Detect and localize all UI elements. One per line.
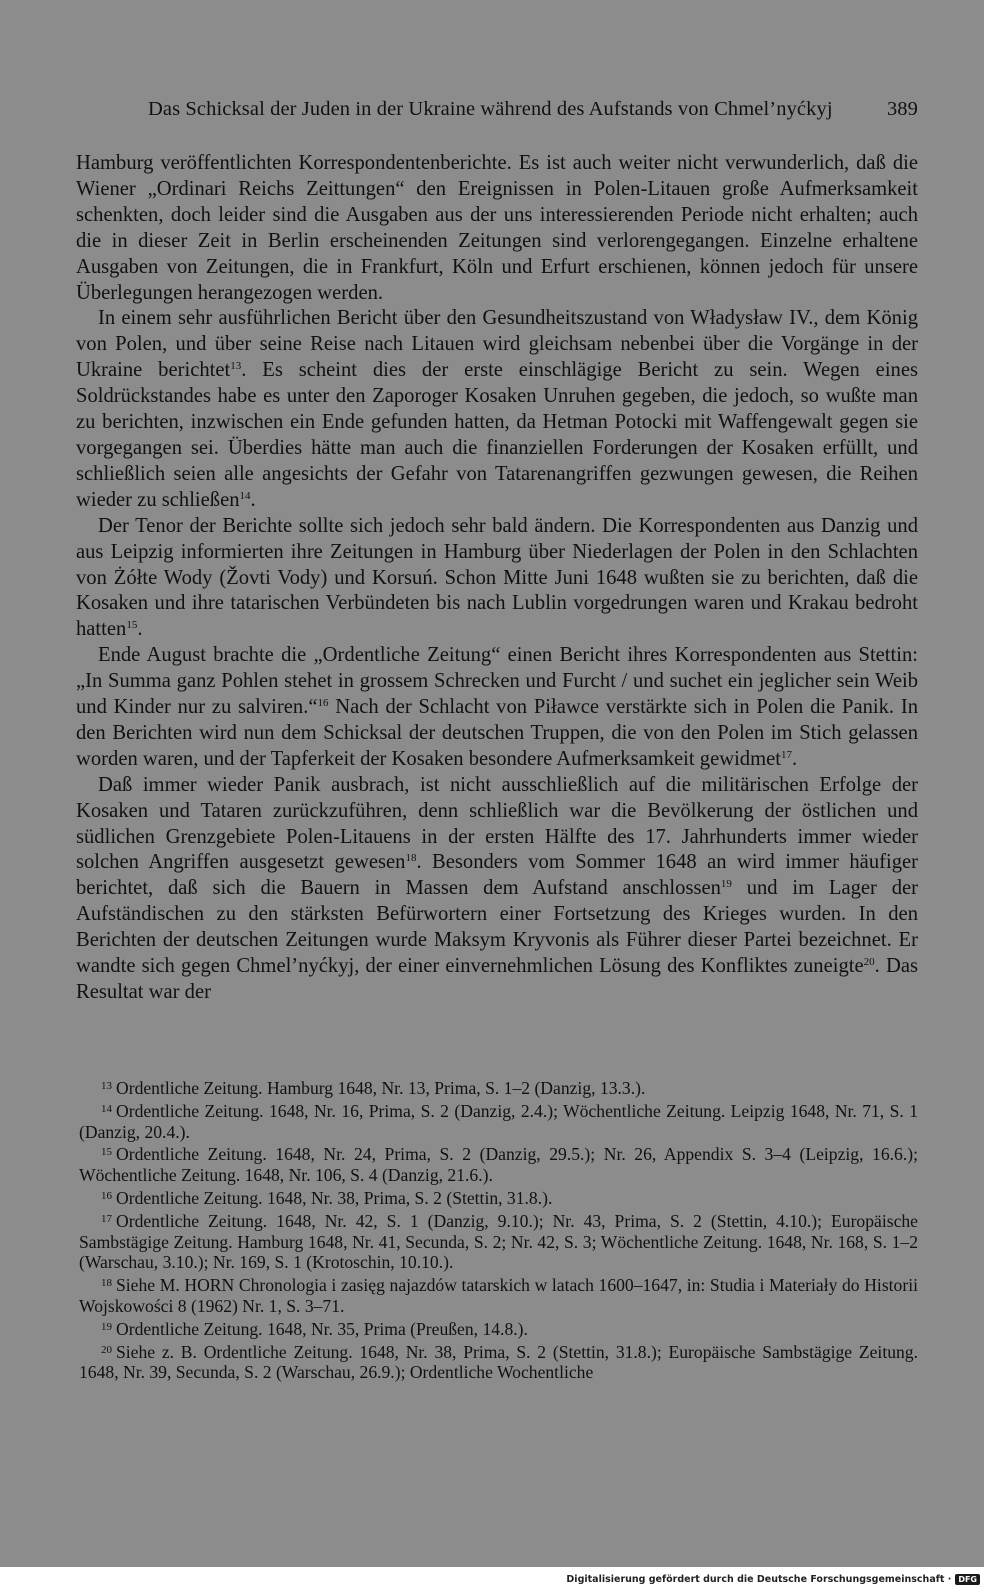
footnote-reference[interactable]: 14 (239, 489, 251, 502)
credit-text: Digitalisierung gefördert durch die Deutsche Forschungsgemeinschaft · (566, 1574, 952, 1585)
footnote (79, 1186, 918, 1209)
footnote-number: 15 (101, 1146, 112, 1159)
footnote-number: 18 (101, 1277, 112, 1290)
dfg-logo: DFG (955, 1574, 980, 1585)
paragraph-text: . (791, 747, 798, 770)
paragraph-text: . Es scheint dies der erste einschlägige Bericht zu sein. Wegen eines Soldrückstandes habe es unter den Zaporoger Kosaken Unruhen gegeben, die jedoch, so wußte man zu berichten, inzwischen ein Ende gefunden hatten, da Hetman Potocki mit Waffengewalt gegen sie vorgegangen sei. Überdies hätte man auch die finanziellen Forderungen der Kosaken erfüllt, und schließlich seien alle angesichts der Gefahr von Tatarenangriffen gezwungen gewesen, die Reihen wieder zu schließen (76, 359, 918, 511)
body-text (76, 151, 918, 1006)
paragraph (76, 151, 918, 306)
paragraph-text: . Das Resultat war der (76, 955, 918, 1003)
paragraph (76, 643, 918, 773)
footnote-number: 13 (101, 1080, 112, 1092)
footnote (79, 1340, 918, 1384)
footnote-number: 16 (101, 1189, 112, 1202)
paragraph-text: und im Lager der Aufständischen zu den stärksten Befürwortern einer Fortsetzung des Krieges wurden. In den Berichten der deutschen Zeitungen wurde Maksym Kryvonis als Führer dieser Partei bezeichnet. Er wandte sich gegen Chmel’nyćkyj, der einer einvernehmlichen Lösung des Konfliktes zuneigte (76, 877, 918, 978)
footnote-reference[interactable]: 18 (405, 852, 417, 865)
paragraph-text: In einem sehr ausführlichen Bericht über den Gesundheitszustand von Władysław IV., dem König von Polen, und über seine Reise nach Litauen wird gleichsam nebenbei über die Vorgänge in der Ukraine berichtet (76, 307, 918, 382)
paragraph (76, 306, 918, 513)
footnote-reference[interactable]: 19 (720, 878, 732, 891)
footnote-reference[interactable]: 16 (317, 697, 329, 710)
footnote-text: Ordentliche Zeitung. 1648, Nr. 35, Prima (Preußen, 14.8.). (116, 1318, 528, 1339)
footnote-text: Siehe M. HORN Chronologia i zasięg najazdów tatarskich w latach 1600–1647, in: Studia i Materiały do Historii Wojskowości 8 (1962) Nr. 1, S. 3–71. (79, 1275, 918, 1316)
footnote (79, 1317, 918, 1340)
paragraph-text: . (250, 488, 256, 511)
footnote (79, 1076, 918, 1099)
page-number: 389 (886, 98, 918, 120)
footnote-reference[interactable]: 15 (126, 619, 138, 632)
paragraph (76, 514, 918, 644)
footnote-reference[interactable]: 17 (780, 748, 792, 761)
footnote-text: Siehe z. B. Ordentliche Zeitung. 1648, Nr. 38, Prima, S. 2 (Stettin, 31.8.); Europäische Sambstägige Zeitung. 1648, Nr. 39, Secunda, S. 2 (Warschau, 26.9.); Ordentliche Wochentliche (79, 1341, 918, 1383)
footnote (79, 1099, 918, 1143)
paragraph-text: Ende August brachte die „Ordentliche Zeitung“ einen Bericht ihres Korrespondenten aus Stettin: „In Summa ganz Pohlen stehet in grossem Schrecken und Furcht / und suchet ein jeglicher sein Weib und Kinder nur zu salviren.“ (76, 644, 918, 719)
footnote-number: 17 (101, 1212, 112, 1225)
footnotes (79, 1076, 918, 1383)
footnote-number: 14 (101, 1102, 112, 1115)
paragraph-text: . Besonders vom Sommer 1648 an wird immer häufiger berichtet, daß sich die Bauern in Massen dem Aufstand anschlossen (76, 851, 918, 900)
digitization-credit (566, 1574, 980, 1585)
footnote-text: Ordentliche Zeitung. Hamburg 1648, Nr. 13, Prima, S. 1–2 (Danzig, 13.3.). (116, 1078, 646, 1098)
running-title: Das Schicksal der Juden in der Ukraine während des Aufstands von Chmel’nyćkyj (148, 98, 833, 120)
paragraph-text: Daß immer wieder Panik ausbrach, ist nicht ausschließlich auf die militärischen Erfolge der Kosaken und Tataren zurückzuführen, denn schließlich war die Bevölkerung der östlichen und südlichen Grenzgebiete Polen-Litauens in der ersten Hälfte des 17. Jahrhunderts immer wieder solchen Angriffen ausgesetzt gewesen (76, 773, 918, 874)
footnote (79, 1273, 918, 1317)
footnote-text: Ordentliche Zeitung. 1648, Nr. 42, S. 1 (Danzig, 9.10.); Nr. 43, Prima, S. 2 (Stettin, 4.10.); Europäische Sambstägige Zeitung. Hamburg 1648, Nr. 41, Secunda, S. 2; Nr. 42, S. 3; Wöchentliche Zeitung. 1648, Nr. 168, S. 1–2 (Warschau, 3.10.); Nr. 169, S. 1 (Krotoschin, 10.10.). (79, 1210, 918, 1273)
paragraph-text: Hamburg veröffentlichten Korrespondentenberichte. Es ist auch weiter nicht verwunderlich, daß die Wiener „Ordinari Reichs Zeittungen“ den Ereignissen in Polen-Litauen große Aufmerksamkeit schenkten, doch leider sind die Ausgaben aus der uns interessierenden Periode nicht erhalten; auch die in dieser Zeit in Berlin erscheinenden Zeitungen sind verlorengegangen. Einzelne erhaltene Ausgaben von Zeitungen, die in Frankfurt, Köln und Erfurt erschienen, können jedoch für unsere Überlegungen herangezogen werden. (76, 152, 918, 304)
footnote (79, 1142, 918, 1186)
footnote-reference[interactable]: 20 (863, 956, 875, 969)
paragraph (76, 773, 918, 1006)
paragraph-text: . (137, 618, 143, 641)
footnote-reference[interactable]: 13 (230, 360, 242, 373)
footnote (79, 1209, 918, 1273)
footnote-text: Ordentliche Zeitung. 1648, Nr. 24, Prima, S. 2 (Danzig, 29.5.); Nr. 26, Appendix S. 3–4 (Leipzig, 16.6.); Wöchentliche Zeitung. 1648, Nr. 106, S. 4 (Danzig, 21.6.). (79, 1144, 918, 1186)
footnote-text: Ordentliche Zeitung. 1648, Nr. 38, Prima, S. 2 (Stettin, 31.8.). (116, 1187, 553, 1208)
footnote-text: Ordentliche Zeitung. 1648, Nr. 16, Prima, S. 2 (Danzig, 2.4.); Wöchentliche Zeitung. Leipzig 1648, Nr. 71, S. 1 (Danzig, 20.4.). (79, 1100, 918, 1142)
paragraph-text: Nach der Schlacht von Piławce verstärkte sich in Polen die Panik. In den Berichten wird nun dem Schicksal der deutschen Truppen, die von den Polen im Stich gelassen worden waren, und der Tapferkeit der Kosaken besondere Aufmerksamkeit gewidmet (76, 696, 918, 770)
running-head (148, 98, 918, 121)
footnote-number: 19 (101, 1320, 112, 1333)
paragraph-text: Der Tenor der Berichte sollte sich jedoch sehr bald ändern. Die Korrespondenten aus Danzig und aus Leipzig informierten ihre Zeitungen in Hamburg über Niederlagen der Polen in den Schlachten von Żółte Wody (Žovti Vody) und Korsuń. Schon Mitte Juni 1648 wußten sie zu berichten, daß die Kosaken und ihre tatarischen Verbündeten bis nach Lublin vorgedrungen waren und Krakau bedroht hatten (76, 514, 918, 641)
footnote-number: 20 (101, 1343, 112, 1356)
